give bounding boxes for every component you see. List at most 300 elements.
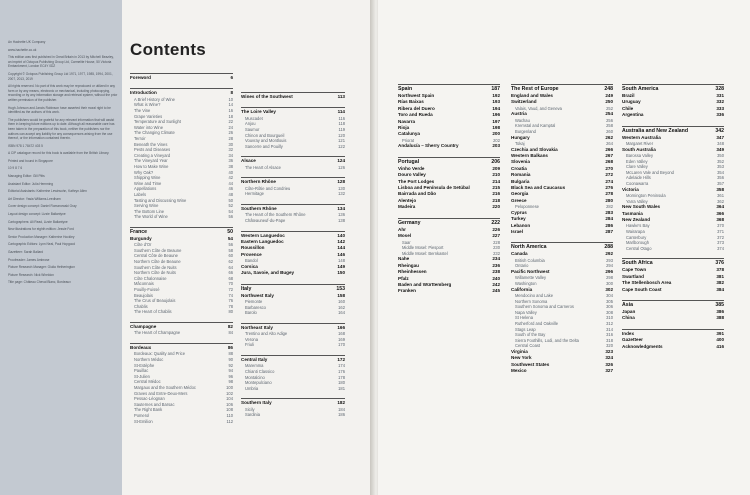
toc-entry-page: 391 — [716, 330, 724, 336]
imprint-paragraph: The publishers would be grateful for any relevant information that will assist them in keeping future editions up to date. Although all reasonable care has been taken in the preparation of this book, neither the publishers nor the authors can accept any liability for any consequences arising from the use thereof, or the information contained therein. — [8, 117, 115, 141]
toc-section — [622, 84, 724, 119]
toc-entry-page: 142 — [337, 238, 345, 244]
toc-entry-label: Spain — [398, 86, 413, 92]
toc-entry-page: 22 — [228, 119, 233, 125]
toc-entry-page: 368 — [716, 217, 724, 222]
toc-entry-page: 92 — [228, 362, 233, 368]
toc-entry-page: 245 — [492, 288, 500, 294]
toc-entry-label: England and Wales — [511, 93, 553, 98]
toc-entry-page: 153 — [336, 285, 345, 292]
toc-entry-page: 112 — [226, 418, 233, 424]
toc-entry-page: 284 — [605, 216, 613, 222]
toc-entry-page: 370 — [717, 223, 724, 229]
toc-entry-page: 282 — [606, 204, 613, 210]
toc-entry-label: Pests and Diseases — [134, 147, 171, 153]
toc-entry-label: Introduction — [130, 90, 157, 96]
toc-section — [398, 84, 500, 150]
toc-entry-label: Northwest Italy — [241, 292, 274, 298]
toc-entry-page: 16 — [228, 108, 233, 113]
toc-entry-page: 174 — [338, 363, 345, 369]
toc-entry-page: 232 — [493, 250, 500, 256]
toc-entry-page: 28 — [228, 135, 233, 141]
toc-entry — [241, 342, 345, 348]
toc-entry-label: Napa Valley — [515, 309, 537, 315]
toc-entry-label: Northern Côte de Nuits — [134, 270, 176, 276]
toc-entry-page: 203 — [492, 143, 500, 149]
toc-entry-page: 266 — [605, 146, 613, 152]
toc-entry-page: 361 — [717, 193, 724, 198]
toc-entry-label: New Zealand — [622, 217, 651, 222]
toc-entry-page: 254 — [605, 111, 613, 117]
toc-entry-label: Toro and Rueda — [398, 112, 433, 118]
toc-entry-label: Anjou — [245, 121, 256, 127]
toc-entry-label: Southern Rhône — [241, 205, 277, 211]
toc-entry-page: 166 — [337, 324, 345, 330]
toc-entry-label: Pacific Northwest — [511, 269, 550, 275]
toc-entry-page: 36 — [228, 158, 233, 164]
toc-entry-label: Black Sea and Caucasus — [511, 185, 566, 191]
toc-entry-page: 130 — [338, 185, 345, 191]
toc-entry-label: Czechia and Slovakia — [511, 146, 558, 152]
toc-entry-page: 54 — [227, 235, 233, 241]
toc-entry-label: Barbaresco — [245, 304, 266, 310]
toc-entry — [622, 128, 724, 135]
toc-entry-page: 144 — [337, 245, 345, 251]
toc-entry-page: 304 — [606, 293, 613, 299]
toc-entry-page: 128 — [337, 179, 345, 185]
toc-entry-label: Peloponnese — [515, 204, 539, 210]
toc-entry-label: Tasting and Discussing Wine — [134, 197, 187, 203]
toc-entry-label: Victoria — [622, 186, 639, 192]
toc-entry-label: Mosel — [398, 233, 412, 239]
toc-entry — [511, 86, 613, 93]
toc-entry-label: Mendocino and Lake — [515, 293, 554, 299]
toc-entry-page: 256 — [606, 117, 613, 123]
toc-entry-page: 228 — [493, 239, 500, 245]
toc-entry-page: 386 — [716, 309, 724, 314]
toc-section — [398, 157, 500, 211]
toc-entry-label: South America — [622, 86, 659, 92]
toc-section — [130, 322, 233, 336]
imprint-paragraph: This edition was first published in Great Britain in 2013 by Mitchell Beazley, an imprint of Octopus Publishing Group Ltd, Carmelite House, 50 Victoria Embankment, London EC4Y 0DZ — [8, 55, 114, 69]
toc-entry-label: Central Italy — [241, 356, 268, 362]
toc-entry-label: Margaret River — [626, 141, 654, 147]
toc-entry-label: South Africa — [622, 260, 653, 267]
toc-entry-label: Northern Médoc — [134, 357, 164, 362]
toc-entry-label: Labels — [134, 191, 147, 197]
toc-entry-label: Nahe — [398, 256, 410, 262]
toc-entry — [130, 309, 233, 315]
toc-entry-page: 88 — [228, 351, 233, 357]
toc-entry-label: Eastern Languedoc — [241, 238, 284, 244]
toc-entry-label: The World of Wine — [134, 214, 168, 220]
toc-entry-label: Baden and Württemberg — [398, 281, 452, 287]
toc-entry-label: Brazil — [622, 93, 635, 98]
toc-entry — [398, 159, 500, 166]
toc-entry-label: Maremma — [245, 363, 264, 369]
toc-entry-label: Temperature and Sunlight — [134, 119, 181, 125]
toc-entry-page: 44 — [228, 180, 233, 186]
toc-entry — [241, 286, 345, 293]
toc-entry-label: North America — [511, 244, 547, 251]
toc-section — [241, 284, 345, 316]
toc-entry-page: 215 — [492, 185, 500, 191]
toc-entry-label: Hermitage — [245, 191, 264, 197]
toc-entry-label: Southern Italy — [241, 400, 272, 406]
toc-entry-page: 160 — [338, 299, 345, 304]
toc-section — [241, 156, 345, 170]
toc-entry-page: 64 — [228, 264, 233, 270]
imprint-paragraph: Title page: Château Cheval Blanc, Bordeaux — [8, 280, 71, 285]
toc-entry-label: Muscadet — [245, 115, 263, 121]
toc-entry-page: 384 — [716, 286, 724, 292]
imprint-paragraph: Hugh Johnson and Jancis Robinson have asserted their moral right to be identified as the authors of this work. — [8, 105, 111, 115]
toc-section — [241, 231, 345, 277]
toc-entry-page: 119 — [338, 127, 345, 132]
toc-entry-page: 249 — [605, 93, 613, 98]
toc-entry-page: 326 — [605, 361, 613, 367]
toc-entry-page: 116 — [338, 115, 345, 121]
toc-entry-page: 42 — [228, 175, 233, 181]
toc-section — [622, 126, 724, 252]
toc-entry-label: Southern Côte de Beaune — [134, 247, 182, 253]
toc-entry-label: Beneath the Vines — [134, 141, 168, 147]
toc-entry-label: Tasmania — [622, 210, 643, 216]
toc-entry-page: 280 — [605, 197, 613, 203]
toc-entry-label: Piemonte — [245, 299, 263, 304]
toc-entry-label: Ahr — [398, 226, 406, 232]
toc-entry-label: Southern Sonoma and Carneros — [515, 304, 574, 310]
toc-entry — [622, 86, 724, 93]
toc-entry-page: 332 — [716, 99, 724, 105]
imprint-paragraph: Copyright © Octopus Publishing Group Ltd 1971, 1977, 1985, 1994, 2001, 2007, 2013, 2019 — [8, 71, 113, 81]
toc-entry-label: Sicily — [245, 406, 255, 412]
toc-entry-page: 26 — [228, 130, 233, 136]
toc-entry-label: The Loire Valley — [241, 109, 276, 115]
toc-entry-page: 222 — [491, 219, 500, 226]
toc-entry-page: 18 — [228, 113, 233, 119]
toc-entry-page: 180 — [338, 380, 345, 386]
toc-entry-page: 324 — [605, 355, 613, 361]
toc-entry-label: Barolo — [245, 310, 257, 316]
toc-entry-page: 181 — [338, 385, 345, 391]
toc-entry-label: Vinho Verde — [398, 165, 425, 171]
toc-entry-page: 350 — [717, 153, 724, 159]
toc-entry-page: 288 — [604, 244, 613, 251]
toc-entry — [511, 368, 613, 374]
toc-entry-page: 302 — [605, 286, 613, 292]
toc-entry-label: Châteauneuf-du-Pape — [245, 217, 286, 223]
toc-entry-label: Water into Wine — [134, 124, 163, 130]
toc-entry-page: 358 — [716, 186, 724, 192]
toc-entry-label: Priorat — [402, 137, 415, 143]
toc-section — [622, 258, 724, 293]
toc-entry-label: The Right Bank — [134, 407, 163, 413]
toc-column-3 — [398, 84, 500, 302]
toc-entry-page: 226 — [492, 226, 500, 232]
toc-entry-label: South of the Bay — [515, 332, 546, 338]
toc-entry-label: Chianti Classico — [245, 368, 275, 374]
toc-entry-label: Barossa Valley — [626, 153, 654, 159]
toc-entry-page: 274 — [605, 178, 613, 184]
imprint-text — [8, 40, 118, 288]
toc-entry-page: 193 — [492, 99, 500, 105]
toc-entry-page: 132 — [338, 191, 345, 197]
toc-entry — [241, 386, 345, 392]
toc-entry-label: Rías Baixas — [398, 99, 424, 105]
toc-entry-page: 162 — [338, 304, 345, 310]
toc-entry-page: 8 — [230, 90, 233, 96]
toc-entry-page: 24 — [228, 124, 233, 130]
toc-entry-page: 122 — [338, 143, 345, 149]
imprint-paragraph: Picture Research Manager: Giulia Hetherington — [8, 265, 75, 270]
toc-entry — [241, 144, 345, 150]
toc-entry-label: Beaujolais — [134, 292, 153, 298]
imprint-paragraph: ISBN 978 1 78472 403 5 — [8, 143, 43, 148]
toc-entry-page: 357 — [717, 181, 724, 186]
toc-entry-page: 267 — [605, 153, 613, 158]
toc-entry-page: 388 — [716, 315, 724, 321]
toc-entry-page: 94 — [228, 368, 233, 374]
toc-entry-page: 140 — [337, 232, 345, 238]
toc-entry-page: 32 — [228, 147, 233, 153]
toc-entry-label: Southwest States — [511, 361, 550, 367]
toc-entry-page: 121 — [338, 138, 345, 144]
toc-entry-label: Georgia — [511, 191, 529, 197]
toc-entry-label: Germany — [398, 219, 421, 226]
toc-entry-label: Tokaj — [515, 141, 525, 146]
toc-entry-label: How to Make Wine — [134, 163, 169, 169]
toc-entry-label: Marlborough — [626, 240, 649, 246]
toc-entry-label: Rheinhessen — [398, 269, 427, 275]
toc-entry — [622, 302, 724, 309]
toc-entry-label: Northern Sonoma — [515, 298, 548, 304]
toc-entry-label: Vouvray and Montlouis — [245, 138, 287, 144]
toc-entry-label: Margaux and the Southern Médoc — [134, 384, 196, 390]
toc-entry-page: 104 — [226, 396, 233, 402]
toc-entry-page: 54 — [228, 208, 233, 214]
toc-entry-label: Pauillac — [134, 368, 149, 374]
toc-entry-page: 172 — [337, 356, 345, 362]
toc-entry-label: Alsace — [241, 158, 256, 164]
toc-entry-label: Verona — [245, 336, 258, 342]
toc-entry-label: Chablis — [134, 303, 148, 309]
toc-section — [241, 398, 345, 418]
toc-entry-label: British Columbia — [515, 257, 545, 263]
toc-entry-label: Wine and Time — [134, 180, 162, 186]
toc-entry-page: 371 — [717, 229, 724, 234]
toc-entry-page: 356 — [717, 175, 724, 181]
toc-entry-label: Hawke's Bay — [626, 223, 650, 229]
toc-entry-page: 416 — [716, 343, 724, 349]
toc-entry-label: The Crus of Beaujolais — [134, 298, 176, 304]
toc-entry-page: 52 — [228, 203, 233, 209]
toc-entry-label: Italy — [241, 285, 252, 292]
toc-entry-label: Western Balkans — [511, 153, 548, 158]
imprint-paragraph: Editorial Assistants: Katherine Lewinsohn, Kathryn Allen — [8, 189, 87, 194]
toc-entry-page: 328 — [715, 86, 724, 92]
toc-entry-label: St-Julien — [134, 373, 150, 379]
toc-entry-page: 106 — [226, 401, 233, 407]
toc-entry-page: 333 — [716, 105, 724, 111]
toc-entry-page: 240 — [492, 275, 500, 281]
toc-entry-page: 258 — [606, 123, 613, 129]
toc-entry-page: 150 — [337, 270, 345, 276]
toc-entry-label: Champagne — [130, 324, 157, 329]
toc-entry-page: 270 — [605, 165, 613, 171]
toc-entry-label: Madeira — [398, 204, 416, 210]
toc-entry-page: 312 — [606, 321, 613, 327]
toc-entry-page: 6 — [230, 75, 233, 80]
imprint-paragraph: Cartographic Editors: Lynn Neal, Paul Hopgood — [8, 242, 76, 247]
toc-column-4 — [511, 84, 613, 382]
toc-entry-label: Saumur — [245, 127, 260, 132]
toc-entry — [398, 204, 500, 210]
toc-entry-page: 366 — [716, 210, 724, 216]
toc-entry — [622, 287, 724, 293]
toc-entry-label: Switzerland — [511, 99, 537, 105]
toc-entry-label: Middle Mosel: Bernkastel — [402, 250, 448, 256]
toc-entry-label: Mexico — [511, 368, 527, 374]
toc-entry-label: Cape Town — [622, 267, 647, 273]
toc-entry — [398, 86, 500, 93]
toc-entry-page: 248 — [604, 86, 613, 92]
toc-entry-label: Sierra Foothills, Lodi, and the Delta — [515, 337, 579, 343]
toc-entry-label: Trentino and Alto Adige — [245, 331, 288, 337]
toc-entry-label: Lebanon — [511, 222, 531, 228]
toc-entry-label: Northern Rhône — [241, 179, 276, 185]
imprint-paragraph: Cartographers: Ali Read, Lizzie Ballantyne — [8, 219, 68, 224]
toc-entry-label: Burgundy — [130, 235, 152, 241]
toc-entry-page: 178 — [338, 374, 345, 380]
toc-entry-page: 10 — [228, 96, 233, 102]
toc-entry-page: 238 — [492, 269, 500, 275]
toc-entry-label: Northeast Italy — [241, 324, 273, 330]
toc-entry-page: 198 — [492, 125, 500, 131]
toc-entry-page: 206 — [491, 158, 500, 165]
toc-entry-label: Creating a Vineyard — [134, 152, 171, 158]
toc-entry-label: Portugal — [398, 158, 420, 165]
toc-entry-label: Lisboa and Península de Setúbal — [398, 185, 470, 191]
toc-entry-page: 200 — [492, 131, 500, 137]
toc-entry-page: 182 — [337, 400, 345, 406]
toc-entry-page: 260 — [606, 129, 613, 134]
toc-section — [241, 92, 345, 100]
toc-entry-page: 310 — [606, 315, 613, 321]
toc-entry-label: New South Wales — [622, 204, 661, 210]
toc-entry — [241, 191, 345, 197]
right-page — [378, 0, 750, 495]
toc-entry-page: 382 — [716, 280, 724, 286]
toc-entry-page: 58 — [228, 247, 233, 253]
toc-entry-label: Rheingau — [398, 262, 419, 268]
toc-entry-page: 164 — [338, 310, 345, 316]
toc-entry-page: 56 — [228, 242, 233, 248]
toc-entry-page: 286 — [605, 222, 613, 228]
toc-entry-page: 298 — [606, 275, 613, 281]
toc-entry-label: Mâconnais — [134, 281, 154, 287]
toc-entry-label: St-Estèphe — [134, 362, 155, 368]
toc-entry-label: Sauternes and Barsac — [134, 401, 175, 407]
toc-entry-page: 354 — [717, 169, 724, 175]
toc-entry — [130, 75, 233, 81]
toc-entry — [241, 165, 345, 171]
toc-entry-label: Clare Valley — [626, 164, 648, 170]
toc-entry-page: 385 — [715, 302, 724, 308]
toc-entry-label: Austria — [511, 111, 527, 117]
toc-entry-label: Alentejo — [398, 197, 417, 203]
toc-entry-label: Virginia — [511, 349, 528, 354]
toc-entry — [398, 220, 500, 227]
toc-entry — [241, 94, 345, 100]
toc-entry-label: Shipping Wine — [134, 175, 161, 181]
toc-entry-label: Northern Côte de Beaune — [134, 259, 181, 265]
toc-entry-page: 194 — [492, 105, 500, 111]
imprint-paragraph: Assistant Editor: Julia Hemming — [8, 181, 53, 186]
toc-entry-page: 374 — [717, 245, 724, 251]
imprint-paragraph: Layout design concept: Lizzie Ballantyne — [8, 212, 66, 217]
toc-entry-page: 296 — [605, 269, 613, 275]
toc-entry-page: 136 — [338, 212, 345, 218]
toc-entry-page: 197 — [492, 118, 500, 124]
toc-entry-label: Pouilly-Fuissé — [134, 287, 160, 293]
toc-section — [241, 323, 345, 348]
toc-entry-label: Franken — [398, 288, 416, 294]
toc-entry — [622, 315, 724, 321]
toc-entry-label: Bordeaux — [130, 345, 152, 350]
toc-entry-page: 70 — [228, 281, 233, 287]
toc-entry-page: 126 — [338, 164, 345, 170]
toc-entry-page: 48 — [228, 191, 233, 197]
toc-section — [241, 177, 345, 197]
toc-entry-page: 186 — [338, 412, 345, 418]
imprint-paragraph: www.hachette.co.uk — [8, 47, 37, 52]
toc-entry — [241, 270, 345, 276]
toc-entry-page: 320 — [606, 343, 613, 349]
toc-entry-page: 72 — [228, 287, 233, 293]
toc-entry-label: Northwest Spain — [398, 93, 435, 98]
toc-entry-label: Terroir — [134, 135, 146, 141]
toc-section — [241, 107, 345, 149]
toc-entry-page: 292 — [605, 251, 613, 257]
toc-entry-page: 78 — [228, 303, 233, 309]
toc-entry-label: Slovenia — [511, 159, 530, 165]
toc-entry — [241, 412, 345, 418]
toc-entry-page: 108 — [226, 407, 233, 413]
toc-entry-page: 202 — [493, 137, 500, 143]
toc-entry — [398, 143, 500, 149]
imprint-paragraph: New illustrations for eighth edition: Jessie Ford — [8, 227, 74, 232]
toc-entry-label: The Heart of Alsace — [245, 164, 281, 170]
toc-section — [130, 73, 233, 81]
toc-entry-label: Index — [622, 330, 634, 336]
toc-section — [241, 204, 345, 224]
toc-entry-label: Wines of the Southwest — [241, 94, 293, 99]
toc-entry-page: 276 — [605, 185, 613, 191]
toc-entry-label: Rutherford and Oakville — [515, 321, 559, 327]
toc-entry-label: France — [130, 228, 148, 235]
toc-entry-label: Bandol — [245, 258, 258, 264]
toc-entry-page: 220 — [492, 204, 500, 210]
toc-entry-label: Graves and Entre-Deux-Mers — [134, 390, 188, 396]
toc-entry-label: Sardinia — [245, 412, 261, 418]
toc-entry-label: The Vineyard Year — [134, 158, 168, 164]
imprint-paragraph: Picture Research: Nick Wheldon — [8, 272, 54, 277]
toc-entry-page: 278 — [605, 191, 613, 197]
toc-entry-page: 86 — [227, 345, 233, 350]
toc-entry-label: St-Emilion — [134, 418, 153, 424]
toc-entry-page: 323 — [605, 349, 613, 354]
